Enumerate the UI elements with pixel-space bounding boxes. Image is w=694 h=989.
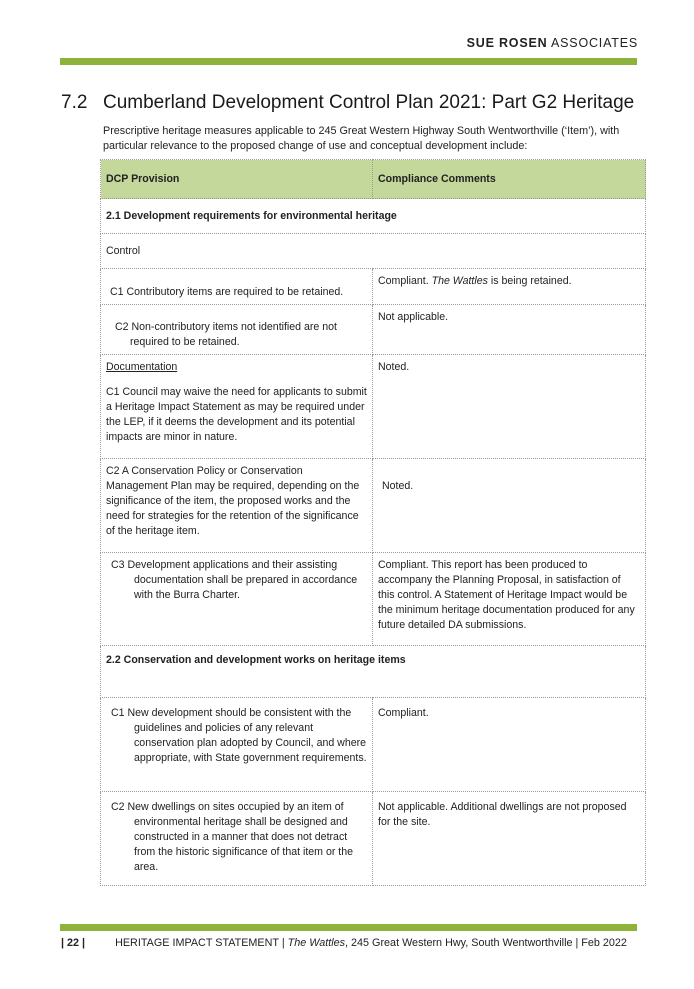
documentation-label: Documentation (106, 361, 178, 373)
brand-logo: SUE ROSEN ASSOCIATES (466, 36, 638, 50)
table-row (101, 792, 646, 886)
dcp-compliance-table (100, 159, 646, 886)
table-row (101, 698, 646, 792)
comment-cell: Noted. (373, 459, 646, 553)
comment-cell: Not applicable. (373, 305, 646, 355)
provision-cell: Documentation C1 Council may waive the need for applicants to submit a Heritage Impact Statement as may be required under the LEP, if it deems the development and its potential impacts are minor in nature. (101, 355, 373, 459)
section-row (101, 646, 646, 698)
table-row (101, 553, 646, 646)
provision-cell: C1 Contributory items are required to be retained. (101, 269, 373, 305)
comment-cell: Compliant. The Wattles is being retained. (373, 269, 646, 305)
section-title: Cumberland Development Control Plan 2021: Part G2 Heritage (103, 92, 635, 113)
provision-cell: C2 New dwellings on sites occupied by an item of environmental heritage shall be designed and constructed in a manner that does not detract from the historic significance of that item or the area. (101, 792, 373, 886)
table-header-row (101, 160, 646, 199)
col-header-provision: DCP Provision (101, 160, 373, 199)
section-heading: 2.1 Development requirements for environmental heritage (101, 199, 646, 234)
page-number: | 22 | (61, 937, 86, 949)
table-row (101, 234, 646, 269)
section-number: 7.2 (61, 92, 88, 113)
header-accent-bar (60, 58, 637, 65)
section-heading: 2.2 Conservation and development works on heritage items (101, 646, 646, 698)
table-row (101, 355, 646, 459)
comment-cell: Compliant. (373, 698, 646, 792)
provision-cell: C2 A Conservation Policy or Conservation Management Plan may be required, depending on the significance of the item, the proposed works and the need for strategies for the retention of the significance of the heritage item. (101, 459, 373, 553)
table-row (101, 459, 646, 553)
provision-cell: C2 Non-contributory items not identified are not required to be retained. (101, 305, 373, 355)
comment-cell: Noted. (373, 355, 646, 459)
intro-paragraph: Prescriptive heritage measures applicable to 245 Great Western Highway South Wentworthville (‘Item’), with particular relevance to the proposed change of use and conceptual development include: (103, 125, 620, 152)
provision-cell: C3 Development applications and their assisting documentation shall be prepared in accordance with the Burra Charter. (101, 553, 373, 646)
col-header-comments: Compliance Comments (373, 160, 646, 199)
control-label: Control (101, 234, 646, 269)
table-row (101, 269, 646, 305)
page-footer: | 22 | HERITAGE IMPACT STATEMENT | The Wattles, 245 Great Western Hwy, South Wentworthville | Feb 2022 (61, 937, 627, 949)
table-row (101, 305, 646, 355)
comment-cell: Not applicable. Additional dwellings are not proposed for the site. (373, 792, 646, 886)
comment-cell: Compliant. This report has been produced to accompany the Planning Proposal, in satisfaction of this control. A Statement of Heritage Impact would be the minimum heritage documentation produced for any future detailed DA submissions. (373, 553, 646, 646)
footer-accent-bar (60, 924, 637, 931)
section-row (101, 199, 646, 234)
provision-cell: C1 New development should be consistent with the guidelines and policies of any relevant conservation plan adopted by Council, and where appropriate, with State government requirements. (101, 698, 373, 792)
